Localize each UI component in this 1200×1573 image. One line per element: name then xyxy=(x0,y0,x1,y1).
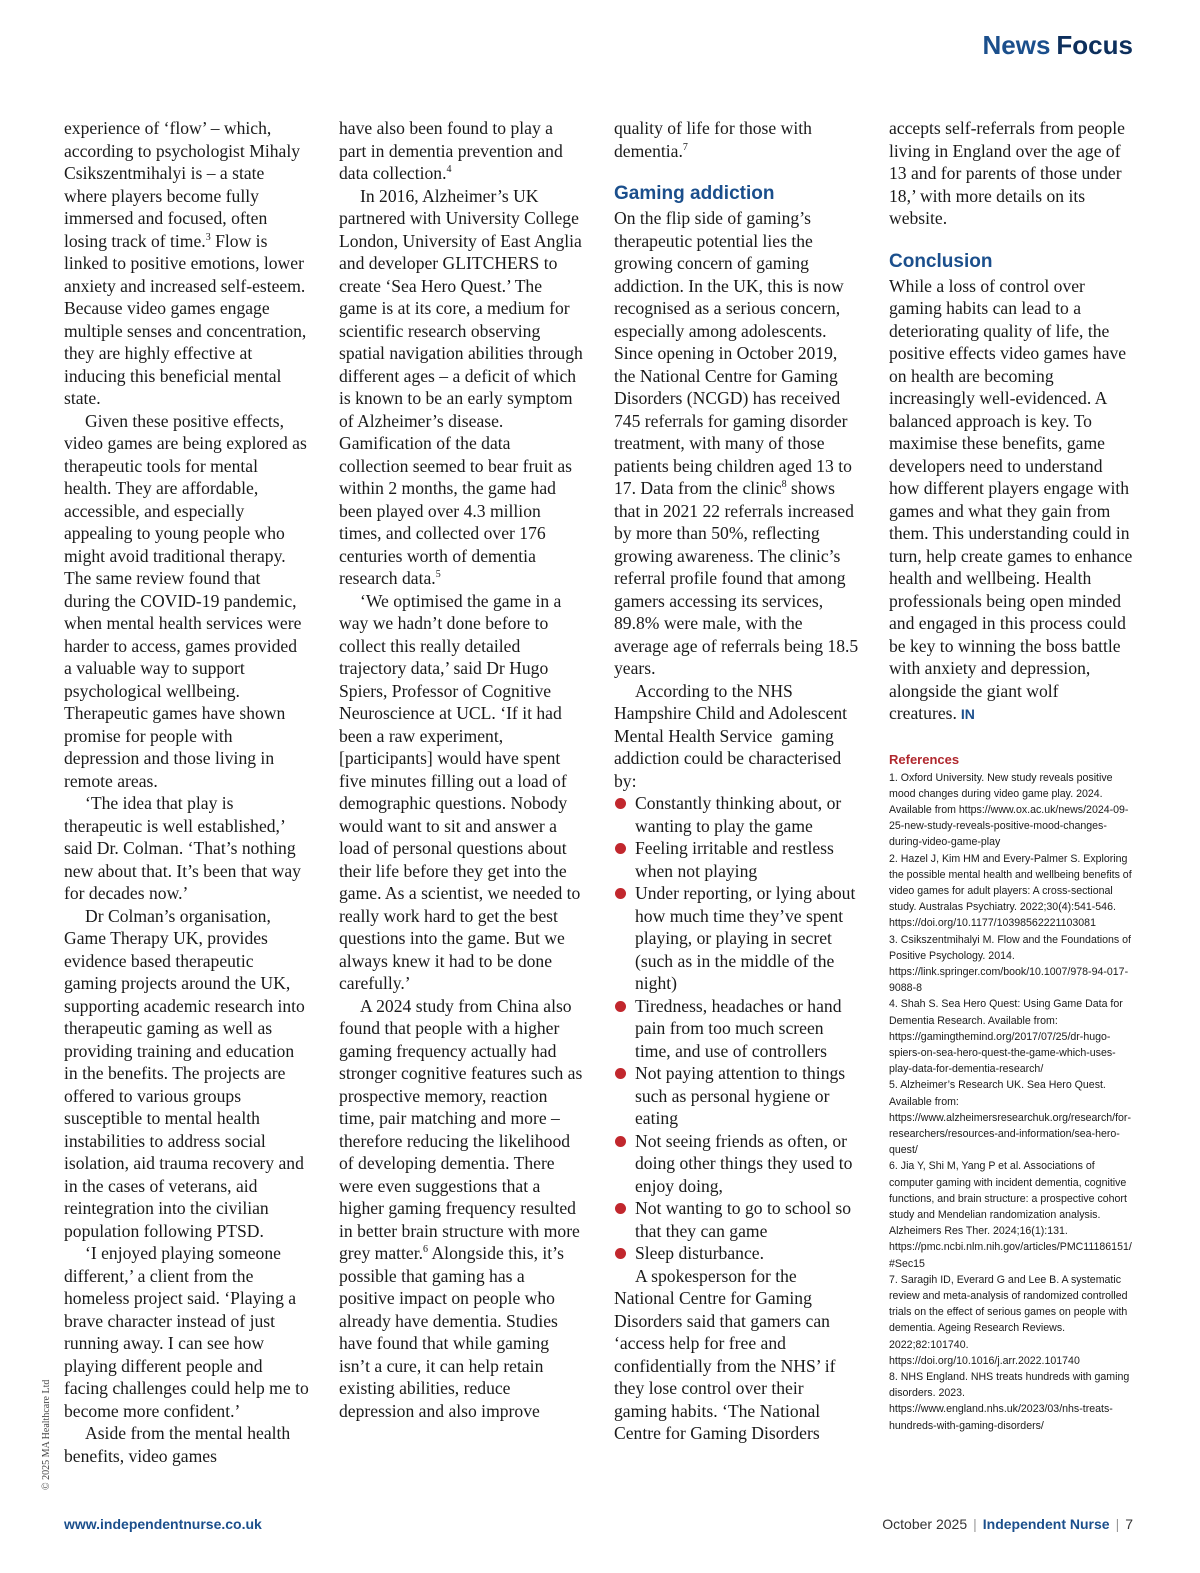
list-item: Feeling irritable and restless when not playing xyxy=(614,837,860,882)
section-header xyxy=(983,30,1134,61)
subsection-label: Focus xyxy=(1056,30,1133,60)
paragraph: A spokesperson for the National Centre for Gaming Disorders said that gamers can ‘access help for free and confidentially from the NHS’ if they lose control over their gaming habits. ‘The National Centre for Gaming Disorders xyxy=(614,1265,836,1443)
citation-7: 7 xyxy=(682,141,688,153)
paragraph-text: Flow is linked to positive emotions, lower anxiety and increased self-esteem. Because video games engage multiple senses and concentration, they are highly effective at inducing this beneficial mental state. xyxy=(64,230,307,408)
reference-item: 1. Oxford University. New study reveals positive mood changes during video game play. 2024. Available from https://www.ox.ac.uk/news/2024-09-25-new-study-reveals-positive-mood-changes-during-video-game-play xyxy=(889,771,1129,849)
reference-item: 3. Csikszentmihalyi M. Flow and the Foundations of Positive Psychology. 2014. https://link.springer.com/book/10.1007/978-94-017-9088-8 xyxy=(889,933,1132,995)
citation-3: 3 xyxy=(205,231,211,243)
paragraph: ‘We optimised the game in a way we hadn’t done before to collect this really detailed trajectory data,’ said Dr Hugo Spiers, Professor of Cognitive Neuroscience at UCL. ‘If it had been a raw experiment, [participants] would have spent five minutes filling out a load of demographic questions. Nobody would want to sit and answer a load of personal questions about their life before they get into the game. As a scientist, we needed to really work hard to get the best questions into the game. But we always knew it had to be done carefully.’ xyxy=(339,590,581,993)
paragraph-text: While a loss of control over gaming habits can lead to a deteriorating quality of life, the positive effects video games have on health are becoming increasingly well-evidenced. A balanced approach is key. To maximise these benefits, game developers need to understand how different players engage with games and what they gain from them. This understanding could in turn, help create games to enhance health and wellbeing. Health professionals being open minded and engaged in this process could be key to winning the boss battle with anxiety and depression, alongside the giant wolf creatures. xyxy=(889,275,1133,723)
paragraph-text: A 2024 study from China also found that people with a higher gaming frequency actually had stronger cognitive features such as prospective memory, reaction time, pair matching and more – therefore reducing the likelihood of developing dementia. There were even suggestions that a higher gaming frequency resulted in better brain structure with more grey matter. xyxy=(339,995,583,1263)
references-list xyxy=(889,770,1136,1434)
paragraph-text: quality of life for those with dementia. xyxy=(614,118,812,161)
reference-item: 4. Shah S. Sea Hero Quest: Using Game Data for Dementia Research. Available from: https://gamingthemind.org/2017/07/25/dr-hugo-spiers-on-sea-hero-quest-the-game-which-uses-play-data-for-dementia-research/ xyxy=(889,998,1123,1076)
citation-4: 4 xyxy=(446,164,452,176)
list-item: Under reporting, or lying about how much time they’ve spent playing, or playing in secret (such as in the middle of the night) xyxy=(614,882,860,995)
page-number: 7 xyxy=(1125,1516,1133,1532)
citation-5: 5 xyxy=(435,569,441,581)
article-column-1 xyxy=(64,117,309,1467)
reference-item: 7. Saragih ID, Everard G and Lee B. A systematic review and meta-analysis of randomized controlled trials on the effect of serious games on people with dementia. Ageing Research Reviews. 2022;82:101740. https://doi.org/10.1016/j.arr.2022.101740 xyxy=(889,1273,1128,1367)
issue-date: October 2025 xyxy=(882,1516,968,1532)
paragraph-text: shows that in 2021 22 referrals increased by more than 50%, reflecting growing awareness. The clinic’s referral profile found that among gamers accessing its services, 89.8% were male, with the average age of referrals being 18.5 years. xyxy=(614,478,859,678)
paragraph: accepts self-referrals from people living in England over the age of 13 and for parents of those under 18,’ with more details on its website. xyxy=(889,118,1125,228)
paragraph-text: In 2016, Alzheimer’s UK partnered with University College London, University of East Anglia and developer GLITCHERS to create ‘Sea Hero Quest.’ The game is at its core, a medium for scientific research observing spatial navigation abilities through different ages – a deficit of which is known to be an early symptom of Alzheimer’s disease. Gamification of the data collection seemed to bear fruit as within 2 months, the game had been played over 4.3 million times, and collected over 176 centuries worth of dementia research data. xyxy=(339,185,583,588)
end-mark-logo: IN xyxy=(960,706,975,722)
list-item: Not paying attention to things such as personal hygiene or eating xyxy=(614,1062,860,1130)
paragraph-text: have also been found to play a part in dementia prevention and data collection. xyxy=(339,118,563,183)
list-item: Not wanting to go to school so that they can game xyxy=(614,1197,860,1242)
article-column-2 xyxy=(339,117,584,1422)
list-item: Tiredness, headaches or hand pain from too much screen time, and use of controllers xyxy=(614,995,860,1063)
reference-item: 6. Jia Y, Shi M, Yang P et al. Associations of computer gaming with incident dementia, cognitive functions, and brain structure: a prospective cohort study and Mendelian randomization analysis. Alzheimers Res Ther. 2024;16(1):131. https://pmc.ncbi.nlm.nih.gov/articles/PMC11186151/#Sec15 xyxy=(889,1160,1132,1270)
footer-separator: | xyxy=(973,1516,977,1532)
paragraph xyxy=(614,117,860,162)
paragraph-text: On the flip side of gaming’s therapeutic potential lies the growing concern of gaming addiction. In the UK, this is now recognised as a serious concern, especially among adolescents. Since opening in October 2019, the National Centre for Gaming Disorders (NCGD) has received 745 referrals for gaming disorder treatment, with many of those patients being children aged 13 to 17. Data from the clinic xyxy=(614,208,852,498)
paragraph xyxy=(339,117,584,185)
subheading-gaming-addiction: Gaming addiction xyxy=(614,183,775,204)
references-title: References xyxy=(889,751,960,767)
reference-item: 5. Alzheimer’s Research UK. Sea Hero Quest. Available from: https://www.alzheimersresearchuk.org/research/for-researchers/resources-and-information/sea-hero-quest/ xyxy=(889,1079,1131,1157)
paragraph: Given these positive effects, video games are being explored as therapeutic tools for mental health. They are affordable, accessible, and especially appealing to young people who might avoid traditional therapy. The same review found that during the COVID-19 pandemic, when mental health services were harder to access, games provided a valuable way to support psychological wellbeing. Therapeutic games have shown promise for people with depression and those living in remote areas. xyxy=(64,410,307,791)
paragraph: According to the NHS Hampshire Child and Adolescent Mental Health Service gaming addiction could be characterised by: xyxy=(614,680,848,791)
paragraph: ‘I enjoyed playing someone different,’ a client from the homeless project said. ‘Playing a brave character instead of just running away. I can see how playing different people and facing challenges could help me to become more confident.’ xyxy=(64,1243,309,1421)
website-link[interactable]: www.independentnurse.co.uk xyxy=(64,1516,262,1532)
paragraph: Dr Colman’s organisation, Game Therapy UK, provides evidence based therapeutic gaming projects around the UK, supporting academic research into therapeutic gaming as well as providing training and education in the benefits. The projects are offered to various groups susceptible to mental health instabilities to address social isolation, aid trauma recovery and in the cases of veterans, aid reintegration into the civilian population following PTSD. xyxy=(64,905,305,1241)
paragraph xyxy=(889,275,1136,726)
list-item: Constantly thinking about, or wanting to play the game xyxy=(614,792,860,837)
section-label: News xyxy=(982,30,1051,60)
list-item: Not seeing friends as often, or doing other things they used to enjoy doing, xyxy=(614,1130,860,1198)
paragraph xyxy=(339,995,584,1423)
list-item: Sleep disturbance. xyxy=(614,1242,860,1265)
symptom-list xyxy=(614,792,860,1265)
publication-name: Independent Nurse xyxy=(982,1516,1110,1532)
citation-8: 8 xyxy=(781,479,787,491)
paragraph: Aside from the mental health benefits, video games xyxy=(64,1423,291,1466)
subheading-conclusion: Conclusion xyxy=(889,250,993,272)
citation-6: 6 xyxy=(423,1244,429,1256)
paragraph: ‘The idea that play is therapeutic is well established,’ said Dr. Colman. ‘That’s nothing new about that. It’s been that way for decades now.’ xyxy=(64,793,301,903)
reference-item: 8. NHS England. NHS treats hundreds with gaming disorders. 2023. https://www.england.nhs.uk/2023/03/nhs-treats-hundreds-with-gaming-disorders/ xyxy=(889,1371,1130,1432)
reference-item: 2. Hazel J, Kim HM and Every-Palmer S. Exploring the possible mental health and wellbeing benefits of video games for adult players: A cross-sectional study. Australas Psychiatry. 2022;30(4):541-546. https://doi.org/10.1177/10398562221103081 xyxy=(889,852,1132,930)
article-column-3 xyxy=(614,117,860,1445)
paragraph-text: experience of ‘flow’ – which, according to psychologist Mihaly Csikszentmihalyi is – a state where players become fully immersed and focused, often losing track of time. xyxy=(64,118,301,251)
copyright-notice: © 2025 MA Healthcare Ltd xyxy=(41,1379,52,1490)
paragraph-text: Alongside this, it’s possible that gaming has a positive impact on people who already have dementia. Studies have found that while gaming isn’t a cure, it can help retain existing abilities, reduce depression and also improve xyxy=(339,1243,564,1421)
footer-separator: | xyxy=(1115,1516,1120,1532)
page-footer xyxy=(882,1516,1133,1532)
paragraph xyxy=(339,185,584,590)
paragraph xyxy=(614,207,860,680)
article-column-4 xyxy=(889,117,1136,1434)
paragraph xyxy=(64,117,309,410)
